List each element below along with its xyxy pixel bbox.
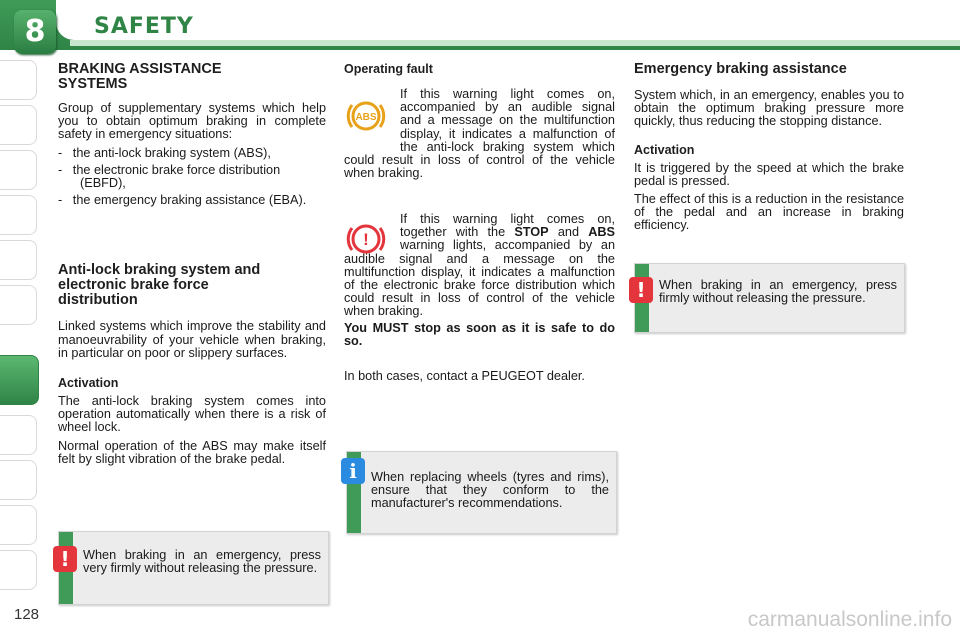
section-heading: Emergency braking assistance xyxy=(634,61,847,77)
side-tab[interactable] xyxy=(0,105,37,145)
warning-icon-label: ! xyxy=(363,230,369,249)
abs-paragraph: Linked systems which improve the stability and manoeuvrability of your vehicle when braking, in particular on poor or slippery surfaces. xyxy=(58,319,326,360)
intro-paragraph: System which, in an emergency, enables you to obtain the optimum braking pressure more quickly, thus reducing the stopping distance. xyxy=(634,88,904,129)
warning-note xyxy=(58,531,329,605)
column-emergency-braking xyxy=(634,62,904,233)
side-tab[interactable] xyxy=(0,150,37,190)
fault2-block xyxy=(344,213,615,383)
side-tab[interactable] xyxy=(0,505,37,545)
side-tab[interactable] xyxy=(0,550,37,590)
side-tab-active[interactable] xyxy=(0,355,39,405)
column-operating-fault xyxy=(344,62,615,76)
warning-icon: ! xyxy=(629,277,653,303)
info-icon: i xyxy=(341,458,365,484)
list-item: - the electronic brake force distribution (EBFD), xyxy=(58,162,281,191)
column-braking-assistance xyxy=(58,62,326,466)
page-title: SAFETY xyxy=(94,14,194,39)
fault2-text-b: warning lights, accompanied by an audible signal and a message on the multifunction display, it indicates a malfunction of the electronic brake force distribution which could result in loss of control of the vehicle when braking. xyxy=(344,238,615,319)
activation-heading: Activation xyxy=(58,376,119,391)
contact-paragraph: In both cases, contact a PEUGEOT dealer. xyxy=(344,369,585,384)
must-stop-text: You MUST stop as soon as it is safe to do so. xyxy=(344,320,615,348)
side-tab[interactable] xyxy=(0,240,37,280)
note-text: When replacing wheels (tyres and rims), ensure that they conform to the manufacturer's recommendations. xyxy=(371,470,609,511)
section-heading: BRAKING ASSISTANCE SYSTEMS xyxy=(58,61,222,92)
warning-icon: ! xyxy=(53,546,77,572)
side-tab[interactable] xyxy=(0,415,37,455)
header-divider xyxy=(70,40,960,46)
side-tab[interactable] xyxy=(0,195,37,235)
list-item: - the anti-lock braking system (ABS), xyxy=(58,145,271,160)
page-number: 128 xyxy=(14,606,40,623)
fault1-paragraph: If this warning light comes on, accompanied by an audible signal and a message on the multifunction display, it indicates a malfunction of the anti-lock braking system which could result in loss of control of the vehicle when braking. xyxy=(344,87,615,181)
activation-heading: Activation xyxy=(634,142,695,157)
intro-paragraph: Group of supplementary systems which help you to obtain optimum braking in complete safety in emergency situations: xyxy=(58,101,326,142)
chapter-number-badge: 8 xyxy=(14,10,56,54)
side-tab[interactable] xyxy=(0,60,37,100)
watermark: carmanualsonline.info xyxy=(747,608,952,631)
abs-label: ABS xyxy=(588,225,615,240)
fault1-block xyxy=(344,88,615,180)
activation-paragraph: The anti-lock braking system comes into operation automatically when there is a risk of wheel lock. xyxy=(58,394,326,435)
side-tab[interactable] xyxy=(0,285,37,325)
list-item: - the emergency braking assistance (EBA). xyxy=(58,193,307,208)
fault2-text-a: If this warning light comes on, together with the xyxy=(400,212,615,240)
fault2-and: and xyxy=(548,225,589,240)
activation-paragraph: It is triggered by the speed at which the brake pedal is pressed. xyxy=(634,160,904,188)
warning-note xyxy=(634,263,905,333)
section-heading: Anti-lock braking system and electronic brake force distribution xyxy=(58,262,261,309)
note-text: When braking in an emergency, press very firmly without releasing the pressure. xyxy=(83,548,321,576)
activation-paragraph: The effect of this is a reduction in the resistance of the pedal and an increase in braking efficiency. xyxy=(634,192,904,233)
info-note xyxy=(346,451,617,534)
activation-paragraph: Normal operation of the ABS may make itself felt by slight vibration of the brake pedal. xyxy=(58,438,326,466)
abs-icon-label: ABS xyxy=(355,112,377,123)
side-tab[interactable] xyxy=(0,460,37,500)
note-text: When braking in an emergency, press firmly without releasing the pressure. xyxy=(659,278,897,306)
section-heading: Operating fault xyxy=(344,62,433,76)
stop-label: STOP xyxy=(514,225,549,240)
